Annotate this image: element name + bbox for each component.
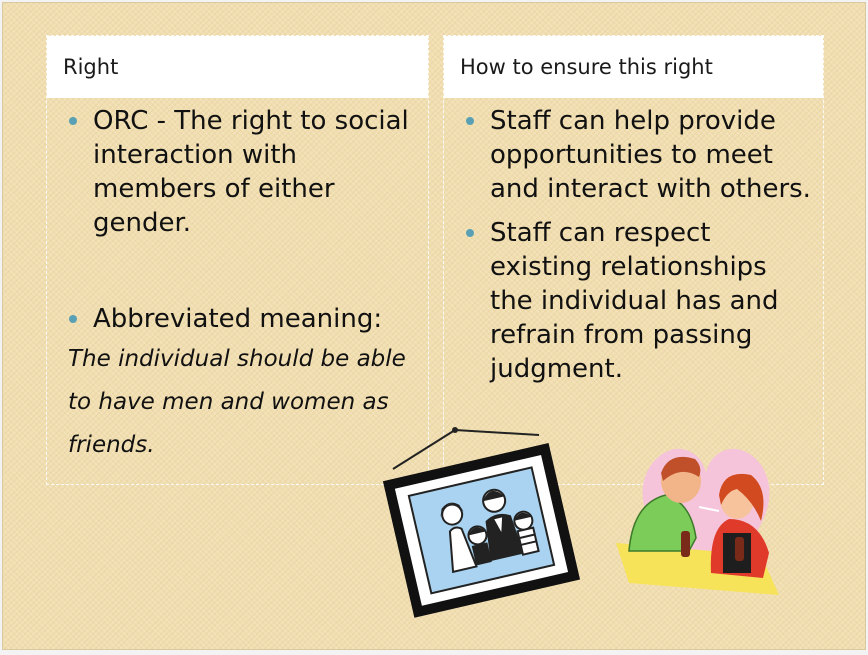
bullet-icon [69,117,77,125]
ensure-body [444,98,823,386]
ensure-header: How to ensure this right [444,36,823,98]
abbreviated-meaning-note: The individual should be able to have men and women as friends. [68,346,406,458]
right-header: Right [47,36,428,98]
couple-drinking-soda-icon [611,433,796,608]
family-portrait-icon [379,423,589,618]
bullet-icon [69,315,77,323]
bullet-text: Abbreviated meaning: [93,304,383,334]
right-body [47,98,428,467]
bullet-icon [466,117,474,125]
bullet-text: Staff can respect existing relationships the individual has and refrain from passing judgment. [490,218,779,384]
slide [2,2,866,650]
bullet-text: Staff can help provide opportunities to meet and interact with others. [490,106,811,204]
list-item [444,216,823,386]
list-item [47,104,428,240]
list-item [47,302,428,336]
ensure-column [443,35,824,485]
right-bullet-list [47,98,428,336]
bullet-text: ORC - The right to social interaction with members of either gender. [93,106,409,238]
ensure-bullet-list [444,98,823,386]
right-column [46,35,429,485]
list-item [444,104,823,206]
bullet-icon [466,229,474,237]
